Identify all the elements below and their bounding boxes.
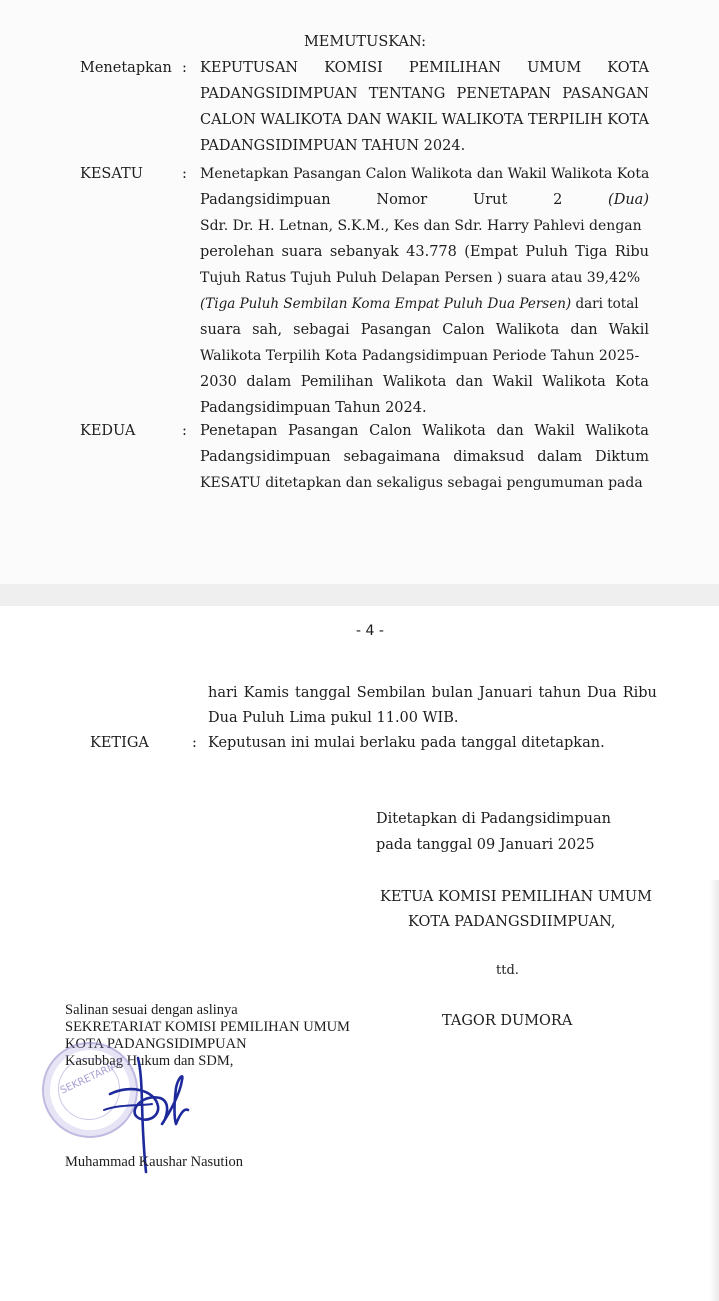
kesatu-line-9: 2030 dalam Pemilihan Walikota dan Wakil Walikota Kota bbox=[200, 374, 649, 390]
ketua-title-line-2: KOTA PADANGSDIIMPUAN, bbox=[408, 914, 616, 930]
label-kedua: KEDUA bbox=[80, 423, 136, 439]
kesatu-line-3: Sdr. Dr. H. Letnan, S.K.M., Kes dan Sdr. Harry Pahlevi dengan bbox=[200, 218, 642, 234]
label-kesatu: KESATU bbox=[80, 166, 143, 182]
salinan-label: Salinan sesuai dengan aslinya bbox=[65, 1002, 238, 1018]
ketua-title-line-1: KETUA KOMISI PEMILIHAN UMUM bbox=[380, 889, 652, 905]
ditetapkan-di: Ditetapkan di Padangsidimpuan bbox=[376, 811, 611, 827]
page-number: - 4 - bbox=[356, 623, 384, 639]
ketiga-text: Keputusan ini mulai berlaku pada tanggal ditetapkan. bbox=[208, 735, 605, 751]
kesatu-line-8: Walikota Terpilih Kota Padangsidimpuan Periode Tahun 2025- bbox=[200, 348, 640, 364]
kesatu-line-5: Tujuh Ratus Tujuh Puluh Delapan Persen ) suara atau 39,42% bbox=[200, 270, 641, 286]
continuation-line-1: hari Kamis tanggal Sembilan bulan Januari tahun Dua Ribu bbox=[208, 685, 657, 701]
kesatu-line-2: Padangsidimpuan Nomor Urut 2 (Dua) bbox=[200, 192, 649, 208]
kesatu-line-10: Padangsidimpuan Tahun 2024. bbox=[200, 400, 427, 416]
kesatu-line-7: suara sah, sebagai Pasangan Calon Walikota dan Wakil bbox=[200, 322, 649, 338]
heading-memutuskan: MEMUTUSKAN: bbox=[303, 34, 427, 50]
continuation-line-2: Dua Puluh Lima pukul 11.00 WIB. bbox=[208, 710, 459, 726]
page-separator bbox=[0, 584, 719, 606]
stamp-text: SEKRETARIAT bbox=[58, 1058, 124, 1097]
colon: : bbox=[182, 423, 187, 439]
sekretariat-line-2: KOTA PADANGSIDIMPUAN bbox=[65, 1036, 247, 1052]
kasubbag-title: Kasubbag Hukum dan SDM, bbox=[65, 1053, 234, 1069]
label-ketiga: KETIGA bbox=[90, 735, 149, 751]
menetapkan-line-2: PADANGSIDIMPUAN TENTANG PENETAPAN PASANGAN bbox=[200, 86, 649, 102]
pada-tanggal: pada tanggal 09 Januari 2025 bbox=[376, 837, 595, 853]
label-menetapkan: Menetapkan bbox=[80, 60, 172, 76]
ttd-label: ttd. bbox=[496, 963, 519, 978]
kedua-line-3: KESATU ditetapkan dan sekaligus sebagai pengumuman pada bbox=[200, 475, 643, 491]
kedua-line-2: Padangsidimpuan sebagaimana dimaksud dalam Diktum bbox=[200, 449, 649, 465]
colon: : bbox=[182, 60, 187, 76]
kedua-line-1: Penetapan Pasangan Calon Walikota dan Wakil Walikota bbox=[200, 423, 649, 439]
colon: : bbox=[192, 735, 197, 751]
signer-name: Muhammad Kaushar Nasution bbox=[65, 1154, 243, 1170]
menetapkan-line-1: KEPUTUSAN KOMISI PEMILIHAN UMUM KOTA bbox=[200, 60, 649, 76]
colon: : bbox=[182, 166, 187, 182]
page-edge-shadow bbox=[709, 880, 719, 1301]
kesatu-line-4: perolehan suara sebanyak 43.778 (Empat Puluh Tiga Ribu bbox=[200, 244, 649, 260]
kesatu-line-1: Menetapkan Pasangan Calon Walikota dan Wakil Walikota Kota bbox=[200, 166, 650, 182]
sekretariat-line-1: SEKRETARIAT KOMISI PEMILIHAN UMUM bbox=[65, 1019, 350, 1035]
ketua-name: TAGOR DUMORA bbox=[442, 1013, 573, 1029]
kesatu-line-6: (Tiga Puluh Sembilan Koma Empat Puluh Dua Persen) dari total bbox=[200, 296, 639, 312]
menetapkan-line-3: CALON WALIKOTA DAN WAKIL WALIKOTA TERPILIH KOTA bbox=[200, 112, 649, 128]
menetapkan-line-4: PADANGSIDIMPUAN TAHUN 2024. bbox=[200, 138, 466, 154]
